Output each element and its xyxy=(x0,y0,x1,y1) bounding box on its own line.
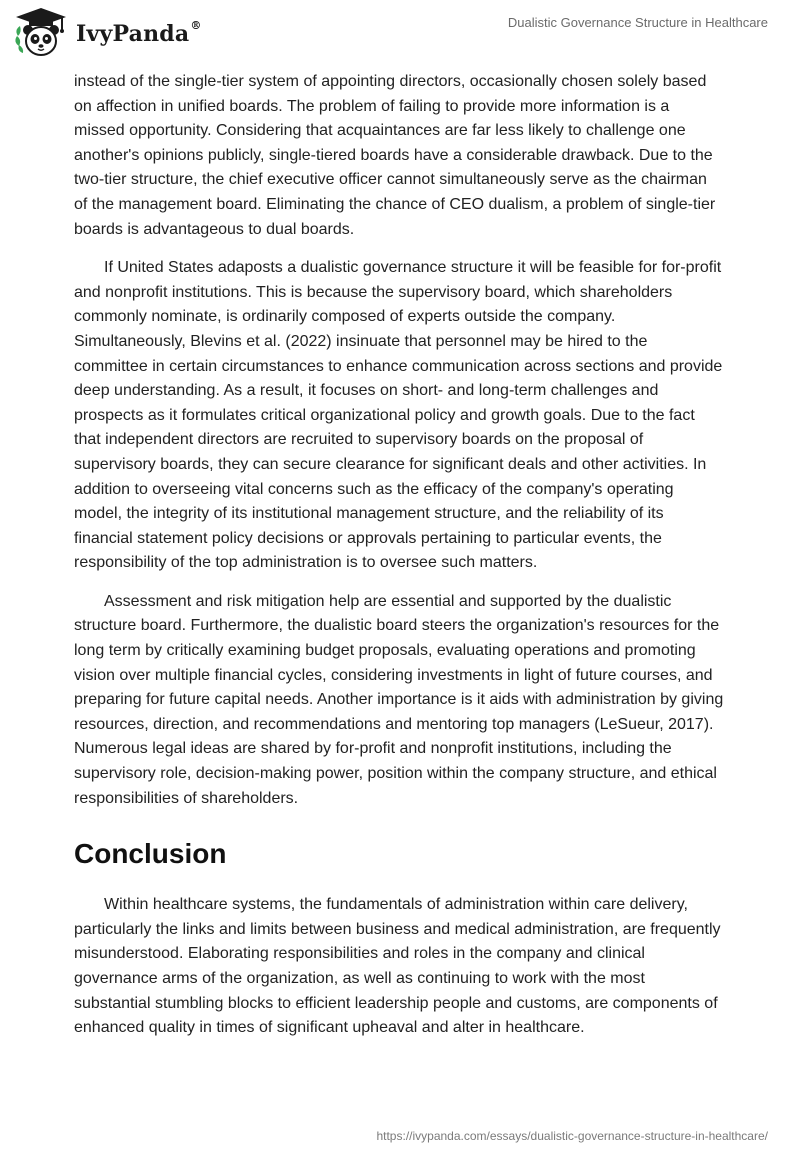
conclusion-heading: Conclusion xyxy=(74,838,227,870)
ivypanda-logo[interactable] xyxy=(12,6,202,58)
paragraph-2: If United States adaposts a dualistic governance structure it will be feasible for for-profit and nonprofit institutions. This is because the supervisory board, which shareholders commonly nominate, is ordinarily composed of experts outside the company. Simultaneously, Blevins et al. (2022) insinuate that personnel may be hired to the committee in certain circumstances to enhance communication across sections and provide deep understanding. As a result, it focuses on short- and long-term challenges and prospects as it formulates critical organizational policy and growth goals. Due to the fact that independent directors are recruited to supervisory boards on the proposal of supervisory boards, they can secure clearance for significant deals and other activities. In addition to overseeing vital concerns such as the efficacy of the company's operating model, the integrity of its institutional management structure, and the reliability of its financial statement policy decisions or approvals pertaining to particular events, the responsibility of the top administration is to oversee such matters. xyxy=(74,259,723,572)
registered-mark: ® xyxy=(190,18,202,32)
page-header xyxy=(0,0,800,70)
conclusion-paragraph: Within healthcare systems, the fundamentals of administration within care delivery, particularly the links and limits between business and medical administration, are frequently misunderstood. Elaborating responsibilities and roles in the company and clinical governance arms of the organization, as well as continuing to work with the most substantial stumbling blocks to efficient leadership people and customs, are components of enhanced quality in times of significant upheaval and alter in healthcare. xyxy=(74,896,721,1037)
panda-graduation-cap-icon xyxy=(12,6,70,58)
brand-name-text: IvyPanda xyxy=(76,21,190,47)
brand-name xyxy=(76,18,202,47)
document-title: Dualistic Governance Structure in Healthcare xyxy=(507,15,768,30)
essay-body xyxy=(74,70,724,1055)
source-url[interactable]: https://ivypanda.com/essays/dualistic-governance-structure-in-healthcare/ xyxy=(376,1129,768,1143)
paragraph-1: instead of the single-tier system of appointing directors, occasionally chosen solely based on affection in unified boards. The problem of failing to provide more information is a missed opportunity. Considering that acquaintances are far less likely to challenge one another's opinions publicly, single-tiered boards have a considerable drawback. Due to the two-tier structure, the chief executive officer cannot simultaneously serve as the chairman of the management board. Eliminating the chance of CEO dualism, a problem of single-tier boards is advantageous to dual boards. xyxy=(74,73,716,238)
paragraph-3: Assessment and risk mitigation help are essential and supported by the dualistic structure board. Furthermore, the dualistic board steers the organization's resources for the long term by critically examining budget proposals, evaluating operations and promoting vision over multiple financial cycles, considering investments in light of future courses, and preparing for future capital needs. Another importance is it aids with administration by giving resources, direction, and recommendations and mentoring top managers (LeSueur, 2017). Numerous legal ideas are shared by for-profit and nonprofit institutions, including the supervisory role, decision-making power, position within the company structure, and ethical responsibilities of shareholders. xyxy=(74,592,724,807)
